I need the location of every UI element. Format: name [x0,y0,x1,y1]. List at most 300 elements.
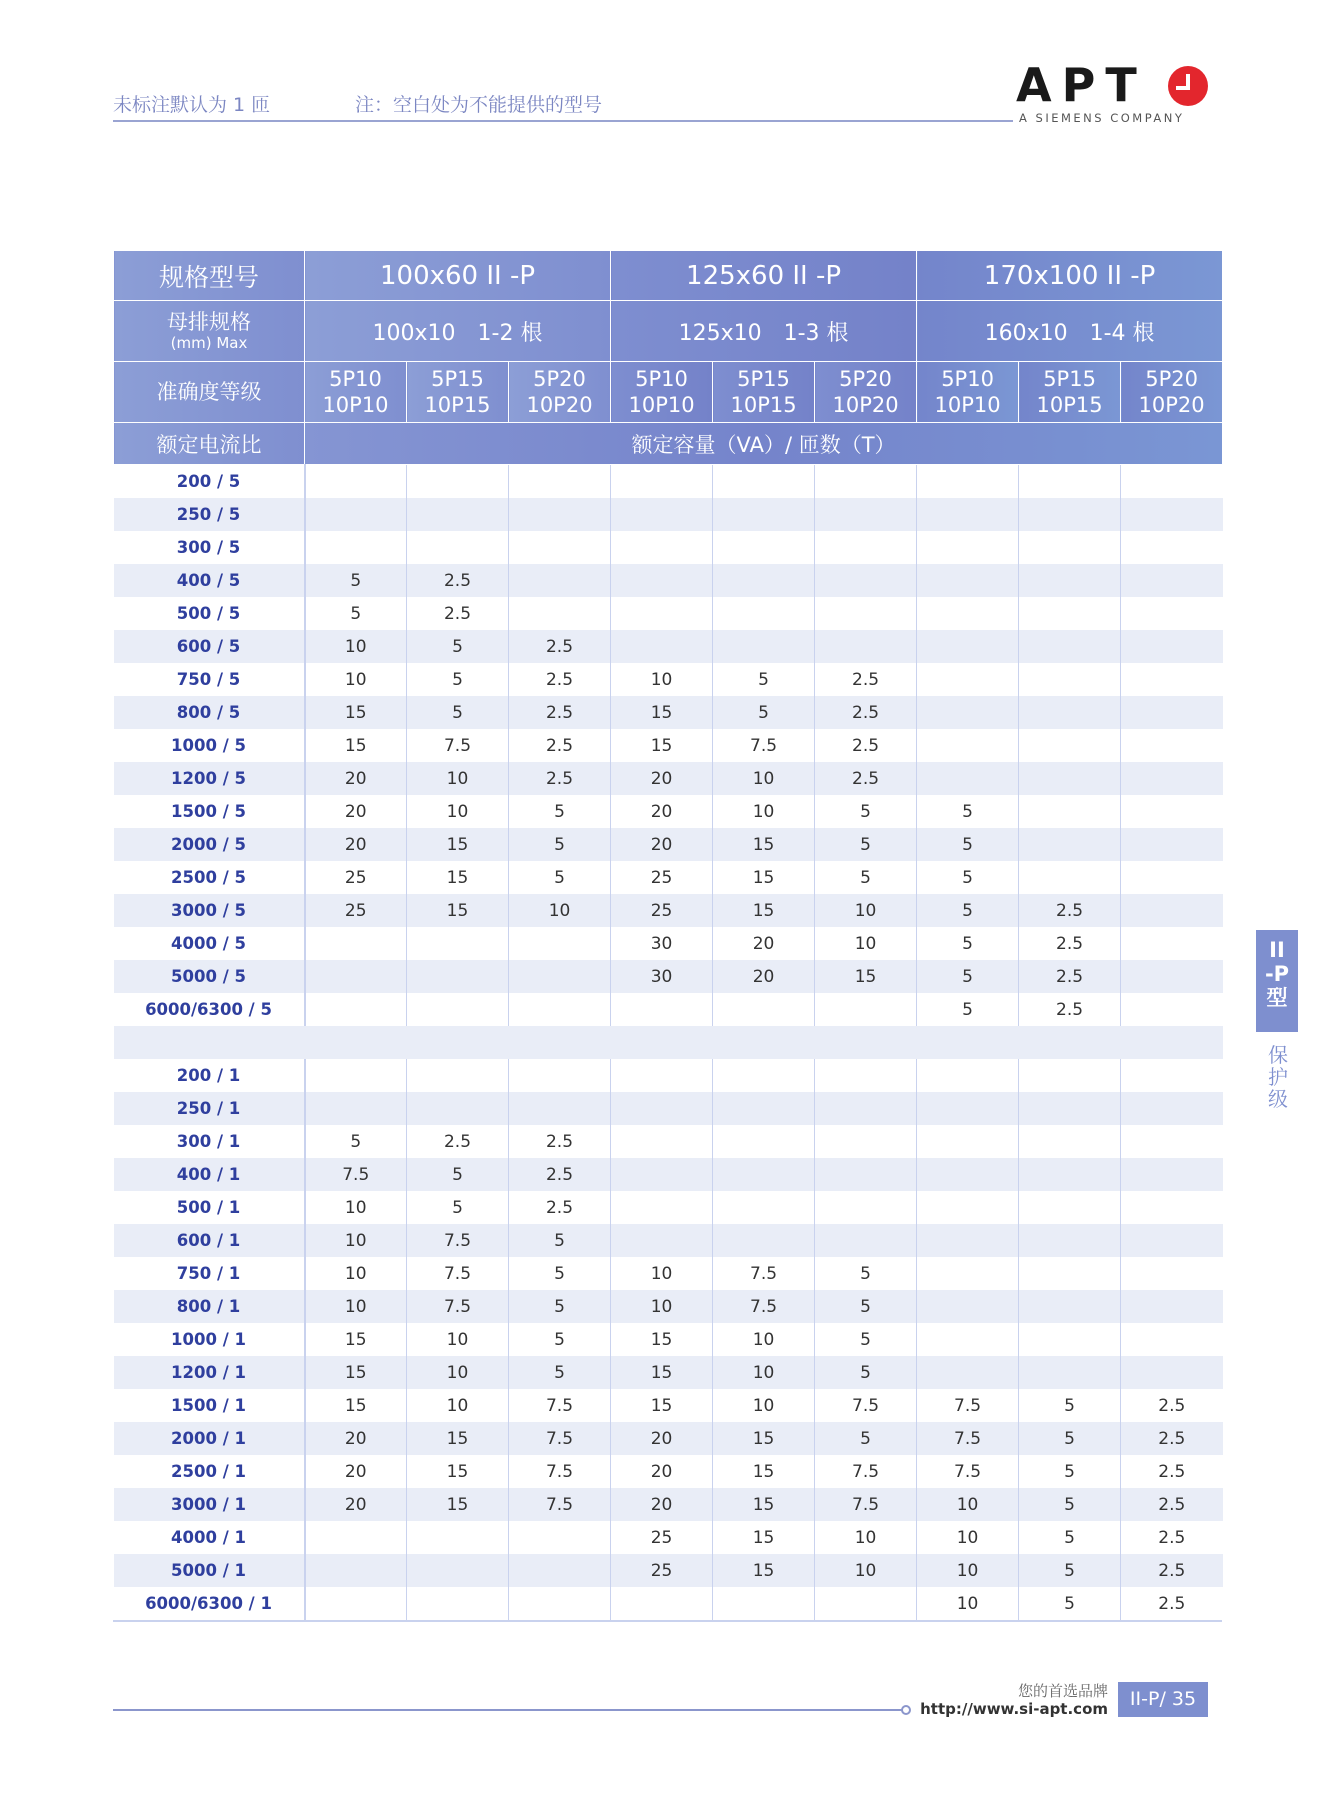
capacity-cell: 5 [917,828,1019,861]
ratio-cell: 500 / 5 [114,597,305,630]
logo-clock-icon [1168,66,1208,106]
capacity-cell [1121,1158,1223,1191]
capacity-cell: 5 [815,1257,917,1290]
capacity-label: 额定容量（VA）/ 匝数（T） [305,423,1223,465]
capacity-cell [917,1092,1019,1125]
ratio-cell: 1000 / 5 [114,729,305,762]
capacity-cell [509,1587,611,1620]
side-label-char: 级 [1268,1087,1288,1111]
capacity-cell [1019,1356,1121,1389]
footer-url[interactable]: http://www.si-apt.com [920,1700,1108,1718]
capacity-cell: 2.5 [1019,960,1121,993]
ratio-cell: 300 / 5 [114,531,305,564]
table-row [114,1092,1223,1125]
capacity-cell: 15 [713,1488,815,1521]
capacity-cell: 15 [815,960,917,993]
capacity-cell [815,597,917,630]
table-row [114,861,1223,894]
capacity-cell [305,1554,407,1587]
capacity-cell [1019,663,1121,696]
capacity-cell: 7.5 [407,1224,509,1257]
capacity-cell: 2.5 [1121,1488,1223,1521]
capacity-cell: 5 [1019,1488,1121,1521]
table-row [114,1521,1223,1554]
ratio-cell: 200 / 1 [114,1059,305,1092]
table-row [114,1587,1223,1620]
capacity-cell: 10 [713,762,815,795]
table-row [114,1554,1223,1587]
capacity-cell: 20 [713,960,815,993]
footer-rule [113,1709,903,1711]
capacity-cell [1121,630,1223,663]
accuracy-line2: 10P20 [526,393,593,417]
capacity-cell: 10 [917,1488,1019,1521]
capacity-cell: 5 [509,1323,611,1356]
table-row [114,1125,1223,1158]
capacity-cell [1019,1092,1121,1125]
ratio-cell: 5000 / 1 [114,1554,305,1587]
capacity-cell [305,498,407,531]
capacity-cell [407,1092,509,1125]
ratio-cell: 600 / 5 [114,630,305,663]
capacity-cell: 10 [407,1323,509,1356]
capacity-cell: 5 [1019,1521,1121,1554]
capacity-cell [407,993,509,1026]
capacity-cell: 15 [407,1488,509,1521]
capacity-cell [815,465,917,499]
capacity-cell: 5 [509,1356,611,1389]
table-row [114,828,1223,861]
capacity-cell: 10 [407,762,509,795]
capacity-cell: 10 [305,1191,407,1224]
capacity-cell: 5 [1019,1389,1121,1422]
capacity-cell [1121,1290,1223,1323]
capacity-cell: 5 [815,1356,917,1389]
side-label-char: 保 [1268,1043,1288,1067]
capacity-cell: 5 [407,663,509,696]
side-label-char: 护 [1268,1065,1288,1089]
capacity-cell: 5 [1019,1422,1121,1455]
capacity-cell [1121,1257,1223,1290]
busbar-1: 100x10 1-2 根 [305,301,611,362]
capacity-cell: 2.5 [1121,1389,1223,1422]
apt-logo [1016,60,1220,130]
capacity-cell [1019,597,1121,630]
capacity-cell: 10 [713,795,815,828]
table-row [114,630,1223,663]
capacity-cell [713,498,815,531]
capacity-cell [1019,795,1121,828]
side-tab-char: 型 [1266,986,1288,1010]
table-row [114,1158,1223,1191]
capacity-cell [713,597,815,630]
table-row [114,1422,1223,1455]
capacity-cell: 2.5 [509,729,611,762]
capacity-cell: 10 [305,1224,407,1257]
capacity-cell [509,1521,611,1554]
table-row [114,1488,1223,1521]
table-row [114,1257,1223,1290]
table-row [114,795,1223,828]
capacity-cell [611,1224,713,1257]
capacity-cell: 7.5 [713,729,815,762]
accuracy-class [611,362,713,423]
capacity-cell: 10 [713,1389,815,1422]
accuracy-line1: 5P20 [839,367,892,391]
capacity-cell: 25 [305,894,407,927]
capacity-cell: 15 [713,1521,815,1554]
capacity-cell: 10 [815,894,917,927]
capacity-cell: 2.5 [509,1191,611,1224]
capacity-cell: 5 [917,861,1019,894]
capacity-cell [407,1521,509,1554]
side-tab-char: II [1269,938,1285,962]
capacity-cell [713,1587,815,1620]
capacity-cell: 10 [611,663,713,696]
ratio-cell: 500 / 1 [114,1191,305,1224]
top-notes [113,90,1013,116]
capacity-cell [713,993,815,1026]
table-row [114,498,1223,531]
label-ratio: 额定电流比 [114,423,305,465]
capacity-cell: 15 [305,1323,407,1356]
capacity-cell: 5 [305,597,407,630]
accuracy-class [713,362,815,423]
capacity-cell: 7.5 [407,729,509,762]
accuracy-line2: 10P15 [424,393,491,417]
capacity-cell: 5 [305,564,407,597]
capacity-cell: 2.5 [815,696,917,729]
ratio-cell: 1500 / 1 [114,1389,305,1422]
capacity-cell [611,597,713,630]
capacity-cell [917,1158,1019,1191]
capacity-cell: 2.5 [1121,1587,1223,1620]
capacity-cell [1019,1323,1121,1356]
table-row [114,597,1223,630]
capacity-cell [509,960,611,993]
capacity-cell: 5 [815,1290,917,1323]
ratio-cell: 400 / 5 [114,564,305,597]
capacity-cell: 20 [611,762,713,795]
capacity-cell [1121,993,1223,1026]
capacity-cell [305,1092,407,1125]
capacity-cell: 2.5 [815,729,917,762]
accuracy-class [407,362,509,423]
model-3: 170x100 II -P [917,251,1223,301]
capacity-cell: 2.5 [1121,1554,1223,1587]
capacity-cell [1019,630,1121,663]
label-busbar-sub: (mm) Max [170,334,248,352]
capacity-cell: 20 [305,1488,407,1521]
header-row-busbar [114,301,1223,362]
capacity-cell: 7.5 [917,1422,1019,1455]
ratio-cell: 3000 / 5 [114,894,305,927]
capacity-cell: 5 [815,795,917,828]
capacity-cell: 15 [611,1323,713,1356]
header-row-accuracy [114,362,1223,423]
capacity-cell: 2.5 [1121,1455,1223,1488]
accuracy-line1: 5P10 [635,367,688,391]
table-row [114,894,1223,927]
ratio-cell: 4000 / 5 [114,927,305,960]
capacity-cell [1121,1092,1223,1125]
capacity-cell: 5 [815,861,917,894]
capacity-cell: 2.5 [407,1125,509,1158]
capacity-cell [611,465,713,499]
capacity-cell: 15 [407,828,509,861]
capacity-cell [815,564,917,597]
accuracy-line1: 5P10 [329,367,382,391]
table-row [114,1290,1223,1323]
capacity-cell [509,927,611,960]
capacity-cell [713,630,815,663]
ratio-cell: 750 / 1 [114,1257,305,1290]
capacity-cell: 5 [815,828,917,861]
ratio-cell: 400 / 1 [114,1158,305,1191]
capacity-cell [1019,531,1121,564]
capacity-cell [815,630,917,663]
capacity-cell [1121,564,1223,597]
capacity-cell [305,531,407,564]
capacity-cell [917,1224,1019,1257]
capacity-cell: 5 [509,828,611,861]
capacity-cell: 10 [407,1389,509,1422]
capacity-cell: 5 [407,1158,509,1191]
spec-table [113,250,1223,1620]
table-row [114,564,1223,597]
capacity-cell: 15 [713,1422,815,1455]
capacity-cell: 10 [713,1356,815,1389]
capacity-cell: 5 [407,1191,509,1224]
capacity-cell: 7.5 [917,1455,1019,1488]
capacity-cell [917,1356,1019,1389]
capacity-cell [1121,1224,1223,1257]
capacity-cell: 7.5 [713,1257,815,1290]
capacity-cell [1019,861,1121,894]
capacity-cell [917,1191,1019,1224]
capacity-cell: 2.5 [407,597,509,630]
table-row [114,1224,1223,1257]
capacity-cell [917,498,1019,531]
capacity-cell [611,564,713,597]
ratio-cell: 250 / 5 [114,498,305,531]
capacity-cell [509,465,611,499]
capacity-cell: 5 [815,1323,917,1356]
ratio-cell: 5000 / 5 [114,960,305,993]
capacity-cell: 30 [611,927,713,960]
accuracy-line1: 5P15 [431,367,484,391]
capacity-cell [815,993,917,1026]
capacity-cell: 20 [611,1422,713,1455]
capacity-cell [1121,828,1223,861]
busbar-3: 160x10 1-4 根 [917,301,1223,362]
accuracy-line2: 10P10 [628,393,695,417]
capacity-cell: 15 [407,1422,509,1455]
spec-table-wrapper [113,250,1222,1622]
capacity-cell: 10 [305,1257,407,1290]
capacity-cell [1019,1224,1121,1257]
label-model: 规格型号 [114,251,305,301]
capacity-cell: 5 [509,861,611,894]
capacity-cell [1121,663,1223,696]
capacity-cell [1121,1356,1223,1389]
capacity-cell [305,1587,407,1620]
capacity-cell: 5 [815,1422,917,1455]
ratio-cell: 1000 / 1 [114,1323,305,1356]
capacity-cell [305,960,407,993]
accuracy-class [305,362,407,423]
note-blank-cells: 注：空白处为不能提供的型号 [355,94,603,116]
capacity-cell [1121,729,1223,762]
capacity-cell [917,696,1019,729]
table-row [114,465,1223,499]
capacity-cell: 5 [509,1257,611,1290]
capacity-cell: 7.5 [407,1257,509,1290]
capacity-cell: 20 [611,1455,713,1488]
capacity-cell [305,465,407,499]
capacity-cell [1121,960,1223,993]
capacity-cell [611,630,713,663]
capacity-cell [815,1224,917,1257]
capacity-cell [305,1521,407,1554]
ratio-cell: 2000 / 5 [114,828,305,861]
header-row-model [114,251,1223,301]
capacity-cell: 5 [509,1224,611,1257]
capacity-cell: 20 [611,1488,713,1521]
capacity-cell [1121,465,1223,499]
capacity-cell: 7.5 [509,1455,611,1488]
capacity-cell: 30 [611,960,713,993]
capacity-cell: 2.5 [509,630,611,663]
capacity-cell: 10 [305,630,407,663]
capacity-cell [713,1092,815,1125]
capacity-cell: 5 [305,1125,407,1158]
capacity-cell: 15 [713,1455,815,1488]
table-row [114,960,1223,993]
capacity-cell [1019,1290,1121,1323]
accuracy-line2: 10P10 [322,393,389,417]
capacity-cell [407,465,509,499]
accuracy-class [815,362,917,423]
accuracy-line2: 10P15 [1036,393,1103,417]
capacity-cell: 2.5 [1019,927,1121,960]
capacity-cell [713,1191,815,1224]
ratio-cell: 6000/6300 / 5 [114,993,305,1026]
table-row [114,531,1223,564]
capacity-cell [1019,1158,1121,1191]
table-row [114,729,1223,762]
capacity-cell [713,1158,815,1191]
capacity-cell: 15 [305,729,407,762]
table-row [114,1455,1223,1488]
capacity-cell [407,531,509,564]
capacity-cell [917,729,1019,762]
table-row [114,663,1223,696]
capacity-cell [1121,1191,1223,1224]
capacity-cell [1019,729,1121,762]
capacity-cell: 2.5 [1019,894,1121,927]
capacity-cell [1121,597,1223,630]
capacity-cell [407,1554,509,1587]
capacity-cell: 5 [713,663,815,696]
capacity-cell: 20 [305,828,407,861]
capacity-cell [509,597,611,630]
capacity-cell [611,993,713,1026]
capacity-cell [815,531,917,564]
accuracy-line1: 5P20 [1145,367,1198,391]
capacity-cell: 20 [305,795,407,828]
ratio-cell: 200 / 5 [114,465,305,499]
capacity-cell: 15 [611,1356,713,1389]
capacity-cell [917,1257,1019,1290]
capacity-cell: 10 [917,1521,1019,1554]
capacity-cell [1019,498,1121,531]
ratio-cell: 1200 / 5 [114,762,305,795]
capacity-cell: 5 [509,1290,611,1323]
table-row [114,762,1223,795]
footer-brand: 您的首选品牌 [1017,1682,1108,1700]
capacity-cell [509,993,611,1026]
capacity-cell: 15 [713,861,815,894]
section-spacer-row [114,1026,1223,1059]
capacity-cell [1019,1125,1121,1158]
capacity-cell [713,465,815,499]
capacity-cell: 25 [611,1521,713,1554]
side-tab-model [1256,930,1298,1032]
capacity-cell [1019,1257,1121,1290]
capacity-cell: 15 [305,1356,407,1389]
capacity-cell [1121,1059,1223,1092]
table-body [114,465,1223,1621]
accuracy-line2: 10P15 [730,393,797,417]
table-row [114,1059,1223,1092]
capacity-cell: 5 [1019,1587,1121,1620]
capacity-cell: 15 [713,1554,815,1587]
ratio-cell: 2500 / 5 [114,861,305,894]
capacity-cell [611,531,713,564]
capacity-cell [509,498,611,531]
capacity-cell [509,531,611,564]
footer-rule-dot [901,1705,911,1715]
label-busbar-main: 母排规格 [167,310,251,334]
capacity-cell [713,1125,815,1158]
accuracy-class [917,362,1019,423]
model-1: 100x60 II -P [305,251,611,301]
capacity-cell: 10 [815,1521,917,1554]
accuracy-line1: 5P20 [533,367,586,391]
capacity-cell [611,1587,713,1620]
capacity-cell: 20 [305,762,407,795]
capacity-cell: 7.5 [509,1488,611,1521]
capacity-cell [611,1158,713,1191]
capacity-cell: 25 [611,894,713,927]
capacity-cell: 5 [509,795,611,828]
ratio-cell: 4000 / 1 [114,1521,305,1554]
capacity-cell [1121,861,1223,894]
header-row-ratio [114,423,1223,465]
capacity-cell: 15 [611,729,713,762]
capacity-cell: 15 [611,1389,713,1422]
top-rule [113,120,1013,122]
capacity-cell [509,564,611,597]
capacity-cell: 7.5 [509,1422,611,1455]
table-row [114,1356,1223,1389]
capacity-cell [1019,762,1121,795]
accuracy-line1: 5P15 [737,367,790,391]
accuracy-line2: 10P10 [934,393,1001,417]
accuracy-line1: 5P15 [1043,367,1096,391]
capacity-cell: 15 [407,861,509,894]
